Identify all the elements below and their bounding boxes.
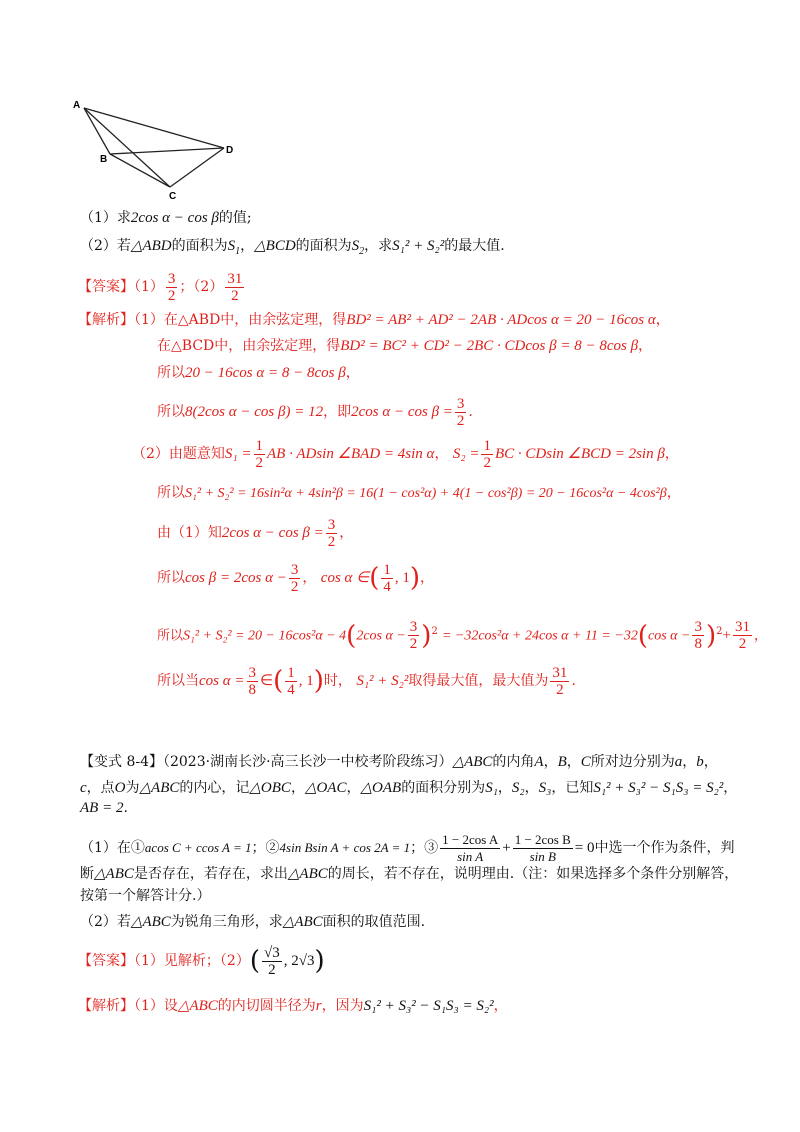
variant-title: 【变式 8-4】（2023·湖南长沙·高三长沙一中校考阶段练习）: [80, 754, 453, 770]
v-math: B: [557, 754, 567, 770]
q1-number: （1）求: [80, 210, 131, 226]
v-text: .: [123, 800, 128, 816]
v-math: A: [534, 754, 544, 770]
solution-tag: 【解析】: [78, 998, 134, 1014]
q2-text-3: ，求: [364, 238, 393, 254]
v-math: △ABC: [282, 914, 323, 930]
solution-2: [78, 996, 508, 1016]
fraction-num: 3: [290, 561, 299, 578]
fraction-3-2: [166, 271, 178, 304]
solution-line-1: [78, 310, 670, 330]
plus: +: [502, 840, 511, 856]
fraction-den: 8: [694, 636, 702, 653]
variant-question-1-line-3: [80, 886, 210, 906]
interval-end: , 1: [394, 570, 410, 586]
q2-number: （2）若: [80, 238, 131, 254]
sol-text: 时，: [323, 673, 352, 689]
sol-math: S₁² + S₂² = 16sin²α + 4sin²β = 16(1 − cos²α) + 4(1 − cos²β) = 20 − 16cos²α − 4cos²β: [185, 486, 667, 501]
open-paren: (: [637, 620, 648, 651]
fraction-den: 2: [556, 681, 564, 698]
v-text: 的内心，记: [179, 780, 250, 796]
sol-end: ，: [339, 525, 354, 541]
v-text: ，: [524, 780, 539, 796]
fraction-den: 2: [456, 412, 465, 429]
s2-symbol: $S_2$: [351, 238, 365, 257]
variant-line-2: [80, 778, 737, 798]
fraction-den: 2: [290, 578, 299, 595]
v-text: 的内角: [492, 754, 535, 770]
fraction-den: 2: [483, 454, 491, 471]
fraction-num: 31: [734, 619, 750, 636]
quadrilateral-figure: [68, 96, 248, 206]
v-text: 面积的取值范围.: [322, 914, 426, 930]
sol-math: △ABC: [177, 998, 218, 1014]
sol-math: 2cos α −: [356, 628, 406, 644]
fraction-num: 31: [227, 270, 243, 287]
sol-math: S₁² + S₃² − S₁S₃ = S₂²: [363, 998, 494, 1014]
q2-triangle-abd: △ABD: [130, 238, 172, 254]
fraction: [455, 396, 467, 429]
element-of: ∈: [260, 673, 274, 689]
fraction: [481, 438, 493, 471]
v-text: 中选一个作为条件，判: [594, 840, 735, 856]
sol-text: 所以: [157, 570, 185, 586]
fraction: [247, 665, 259, 698]
sol-end: .: [571, 673, 576, 689]
fraction: [254, 438, 266, 471]
variant-line-1: [80, 752, 718, 772]
sol-math: 2cos α − cos β =: [221, 525, 324, 541]
v-math: AB = 2: [80, 800, 124, 816]
fraction-num: 3: [456, 395, 465, 412]
v-text: ；③: [410, 840, 439, 856]
fraction-num: √3: [263, 944, 280, 961]
sol-math: BD² = BC² + CD² − 2BC · CDcos β = 8 − 8cos β: [340, 338, 639, 354]
open-paren: (: [346, 620, 357, 651]
fraction: [381, 562, 393, 595]
fraction-den: 2: [327, 533, 336, 550]
sol-text-2: ，即: [323, 404, 352, 420]
v-math: △ABC: [94, 866, 134, 882]
sol-math: 20 − 16cos α = 8 − 8cos β: [185, 365, 346, 381]
sol-math: r: [315, 998, 322, 1014]
fraction-den: sin A: [457, 848, 484, 864]
v-text: ，点: [86, 780, 115, 796]
q2-tail: 的最大值.: [444, 238, 505, 254]
v-text: 的周长，若不存在，说明理由.（注：如果选择多个条件分别解答，: [327, 866, 739, 882]
variant-question-2: [80, 912, 425, 932]
answer-sep: ；（2）: [179, 279, 224, 295]
answer-2: [78, 942, 325, 980]
q2-text: 的面积为: [171, 238, 228, 254]
s1-symbol: $S_1$: [227, 238, 241, 257]
interval-end: , 1: [298, 673, 314, 689]
label-d: D: [226, 145, 234, 156]
v-math: △OBC: [249, 780, 291, 796]
fraction: [550, 665, 569, 698]
fraction-num: 1 − 2cos B: [514, 831, 571, 847]
sol-text: 所以: [157, 365, 185, 381]
v-text: （2）若: [80, 914, 131, 930]
q2-text-2: 的面积为: [295, 238, 352, 254]
v-text: 的面积分别为: [401, 780, 486, 796]
close-paren: ): [421, 620, 432, 651]
fraction-num: 3: [167, 270, 176, 287]
v-math: = 0: [574, 840, 595, 856]
open-paren: (: [249, 946, 260, 976]
v-math: S₁² + S₃² − S₁S₃ = S₂²: [593, 780, 724, 796]
sol-math: cos α ∈: [320, 570, 370, 586]
v-text: ，: [682, 754, 697, 770]
v-math: S₂: [511, 780, 525, 796]
sol-end: ，: [493, 998, 508, 1014]
fraction-num: 1: [383, 561, 391, 578]
close-paren: ): [409, 563, 421, 593]
label-b: B: [100, 154, 108, 165]
v-math: a: [674, 754, 683, 770]
sol-text: 所以当: [157, 673, 199, 689]
v-text: ，: [290, 780, 305, 796]
answer-text: （1）见解析；（2）: [134, 953, 250, 969]
fraction-den: 2: [231, 287, 239, 304]
sol-math: S₂ =: [452, 446, 480, 462]
fraction-den: 2: [255, 454, 264, 471]
v-text: ，: [543, 754, 558, 770]
v-math: △ABC: [452, 754, 493, 770]
v-math: C: [580, 754, 591, 770]
s1-letter: S: [227, 238, 236, 254]
q1-tail: 的值;: [218, 210, 252, 226]
sol-math: BD² = AB² + AD² − 2AB · ADcos α = 20 − 16cos α: [346, 312, 656, 328]
sol-text: 所以: [157, 628, 184, 644]
v-text: ，: [703, 754, 718, 770]
sol-text: 的内切圆半径为: [217, 998, 316, 1014]
sol-end: ，: [345, 365, 360, 381]
variant-line-3: [80, 798, 128, 818]
fraction-num: 3: [409, 619, 418, 636]
fraction: [262, 945, 282, 978]
variant-question-1: [80, 830, 735, 866]
open-paren: (: [369, 563, 380, 593]
v-text: 按第一个解答计分.）: [80, 888, 211, 904]
v-math: △OAB: [360, 780, 402, 796]
sol-math: S₁² + S₂²: [356, 673, 409, 689]
sol-end: .: [468, 404, 473, 420]
v-text: （1）在①: [80, 840, 145, 856]
open-paren: (: [273, 666, 284, 696]
fraction: [285, 665, 297, 698]
fraction-num: 1: [255, 437, 264, 454]
v-text: 为: [125, 780, 140, 796]
v-math: acos C + ccos A = 1: [144, 840, 252, 855]
sol-sep: ，: [302, 570, 317, 586]
sol-math: S₁² + S₂² = 20 − 16cos²α − 4: [183, 628, 347, 644]
question-1: [80, 208, 252, 228]
fraction-num: 1: [287, 664, 295, 681]
sol-math: = −32cos²α + 24cos α + 11 = −32: [441, 628, 638, 644]
v-text: ，: [723, 780, 738, 796]
fraction-den: sin B: [529, 848, 556, 864]
sol-end: ，: [753, 628, 767, 644]
solution-line-6: [157, 483, 681, 504]
q2-comma: ，: [240, 238, 255, 254]
fraction-den: 8: [248, 681, 256, 698]
solution-line-5: [132, 436, 679, 472]
solution-line-8: [157, 560, 434, 596]
q2-triangle-bcd: △BCD: [254, 238, 296, 254]
solution-line-9: 所以S₁² + S₂² = 20 − 16cos²α − 4(2cos α − $\frac{3}{2}$ )$^2$ = −32cos²α + 24cos α + 11 = −32(cos α − $\frac{3}{8}$ )$^2$+ $\frac{31}{2}$ ，: [157, 619, 767, 653]
sol-text: 由（1）知: [157, 525, 222, 541]
v-math: △ABC: [130, 914, 171, 930]
edge-cd: [170, 148, 224, 187]
sol-text: 所以: [157, 404, 185, 420]
sol-math: cos α −: [647, 628, 691, 644]
sol-math: BC · CDsin ∠BCD = 2sin β: [494, 446, 665, 462]
v-text: ，: [497, 780, 512, 796]
v-text: 是否存在，若存在，求出: [133, 866, 288, 882]
q2-expression: S₁² + S₂²: [392, 238, 445, 254]
v-math: △ABC: [287, 866, 328, 882]
sol-text: 所以: [157, 485, 185, 501]
v-text: ，已知: [551, 780, 594, 796]
fraction-num: 3: [327, 516, 336, 533]
fraction-num: 1 − 2cos A: [442, 831, 499, 847]
fraction-num: 3: [694, 619, 702, 636]
answer-tag: 【答案】: [78, 953, 134, 969]
sol-text: （1）设: [134, 998, 178, 1014]
v-math: △OAC: [304, 780, 347, 796]
sol-text: 在△BCD中，由余弦定理，得: [157, 338, 341, 354]
plus: +: [722, 627, 731, 644]
v-text: ；②: [251, 840, 280, 856]
label-c: C: [169, 191, 177, 202]
sol-math: cos β = 2cos α −: [185, 570, 287, 586]
solution-line-10: [157, 662, 576, 700]
solution-tag: 【解析】: [78, 312, 134, 328]
sol-text: （2）由题意知: [132, 446, 225, 462]
sol-text: 取得最大值，最大值为: [408, 673, 549, 689]
sol-end: ，: [638, 338, 653, 354]
v-math: △ABC: [139, 780, 180, 796]
sol-math: AB · ADsin ∠BAD = 4sin α: [267, 446, 435, 462]
solution-line-2: [157, 336, 652, 356]
fraction-num: 3: [248, 664, 256, 681]
v-text: ，: [346, 780, 361, 796]
v-text: 为锐角三角形，求: [170, 914, 283, 930]
sol-end: ，: [666, 485, 681, 501]
fraction-31-2: [225, 271, 244, 304]
fraction-den: 2: [409, 636, 418, 653]
fraction: [289, 562, 301, 595]
sol-math: 8(2cos α − cos β) = 12: [185, 404, 324, 420]
v-text: ，: [566, 754, 581, 770]
sol-end: ，: [664, 446, 679, 462]
fraction: [692, 619, 704, 652]
q1-expression: 2cos α − cos β: [130, 210, 219, 226]
fraction-den: 4: [383, 578, 391, 595]
v-math: c: [80, 780, 87, 796]
fraction-num: 1: [483, 437, 491, 454]
sol-end: ，: [655, 312, 670, 328]
sol-end: ，: [420, 570, 435, 586]
v-math: b: [696, 754, 704, 770]
sol-math: S₁ =: [224, 446, 252, 462]
solution-line-4: [157, 395, 473, 429]
fraction: [408, 619, 420, 652]
sol-math-2: 2cos α − cos β =: [351, 404, 453, 420]
fraction-den: 4: [287, 681, 295, 698]
v-math: S₃: [538, 780, 552, 796]
fraction-den: 2: [738, 636, 747, 653]
v-math: O: [114, 780, 126, 796]
edge-bd: [110, 148, 224, 154]
fraction: [733, 619, 752, 652]
sol-text: ，因为: [321, 998, 364, 1014]
fraction: [440, 832, 500, 865]
s2-letter: S: [351, 238, 360, 254]
answer-1: [78, 270, 246, 304]
interval-end: , 2√3: [283, 953, 315, 969]
sol-math: cos α =: [199, 673, 245, 689]
fraction: [326, 517, 338, 550]
answer-tag: 【答案】: [78, 279, 134, 295]
close-paren: ): [313, 666, 324, 696]
v-math: 4sin Bsin A + cos 2A = 1: [279, 840, 411, 855]
solution-line-7: [157, 515, 353, 551]
v-text: 断: [80, 866, 94, 882]
close-paren: ): [705, 620, 717, 651]
fraction: [513, 832, 573, 865]
close-paren: ): [314, 946, 325, 976]
sol-text: （1）在△ABD中，由余弦定理，得: [134, 312, 347, 328]
variant-question-1-line-2: [80, 864, 738, 884]
fraction-den: 2: [268, 961, 276, 978]
fraction-den: 2: [167, 287, 176, 304]
fraction-num: 31: [552, 664, 568, 681]
label-a: A: [73, 100, 81, 111]
question-2: [80, 236, 505, 262]
sol-sep: ，: [434, 446, 449, 462]
solution-line-3: [157, 363, 360, 383]
v-math: S₁: [485, 780, 498, 796]
v-text: 所对边分别为: [590, 754, 675, 770]
answer-part-1: （1）: [134, 279, 164, 295]
